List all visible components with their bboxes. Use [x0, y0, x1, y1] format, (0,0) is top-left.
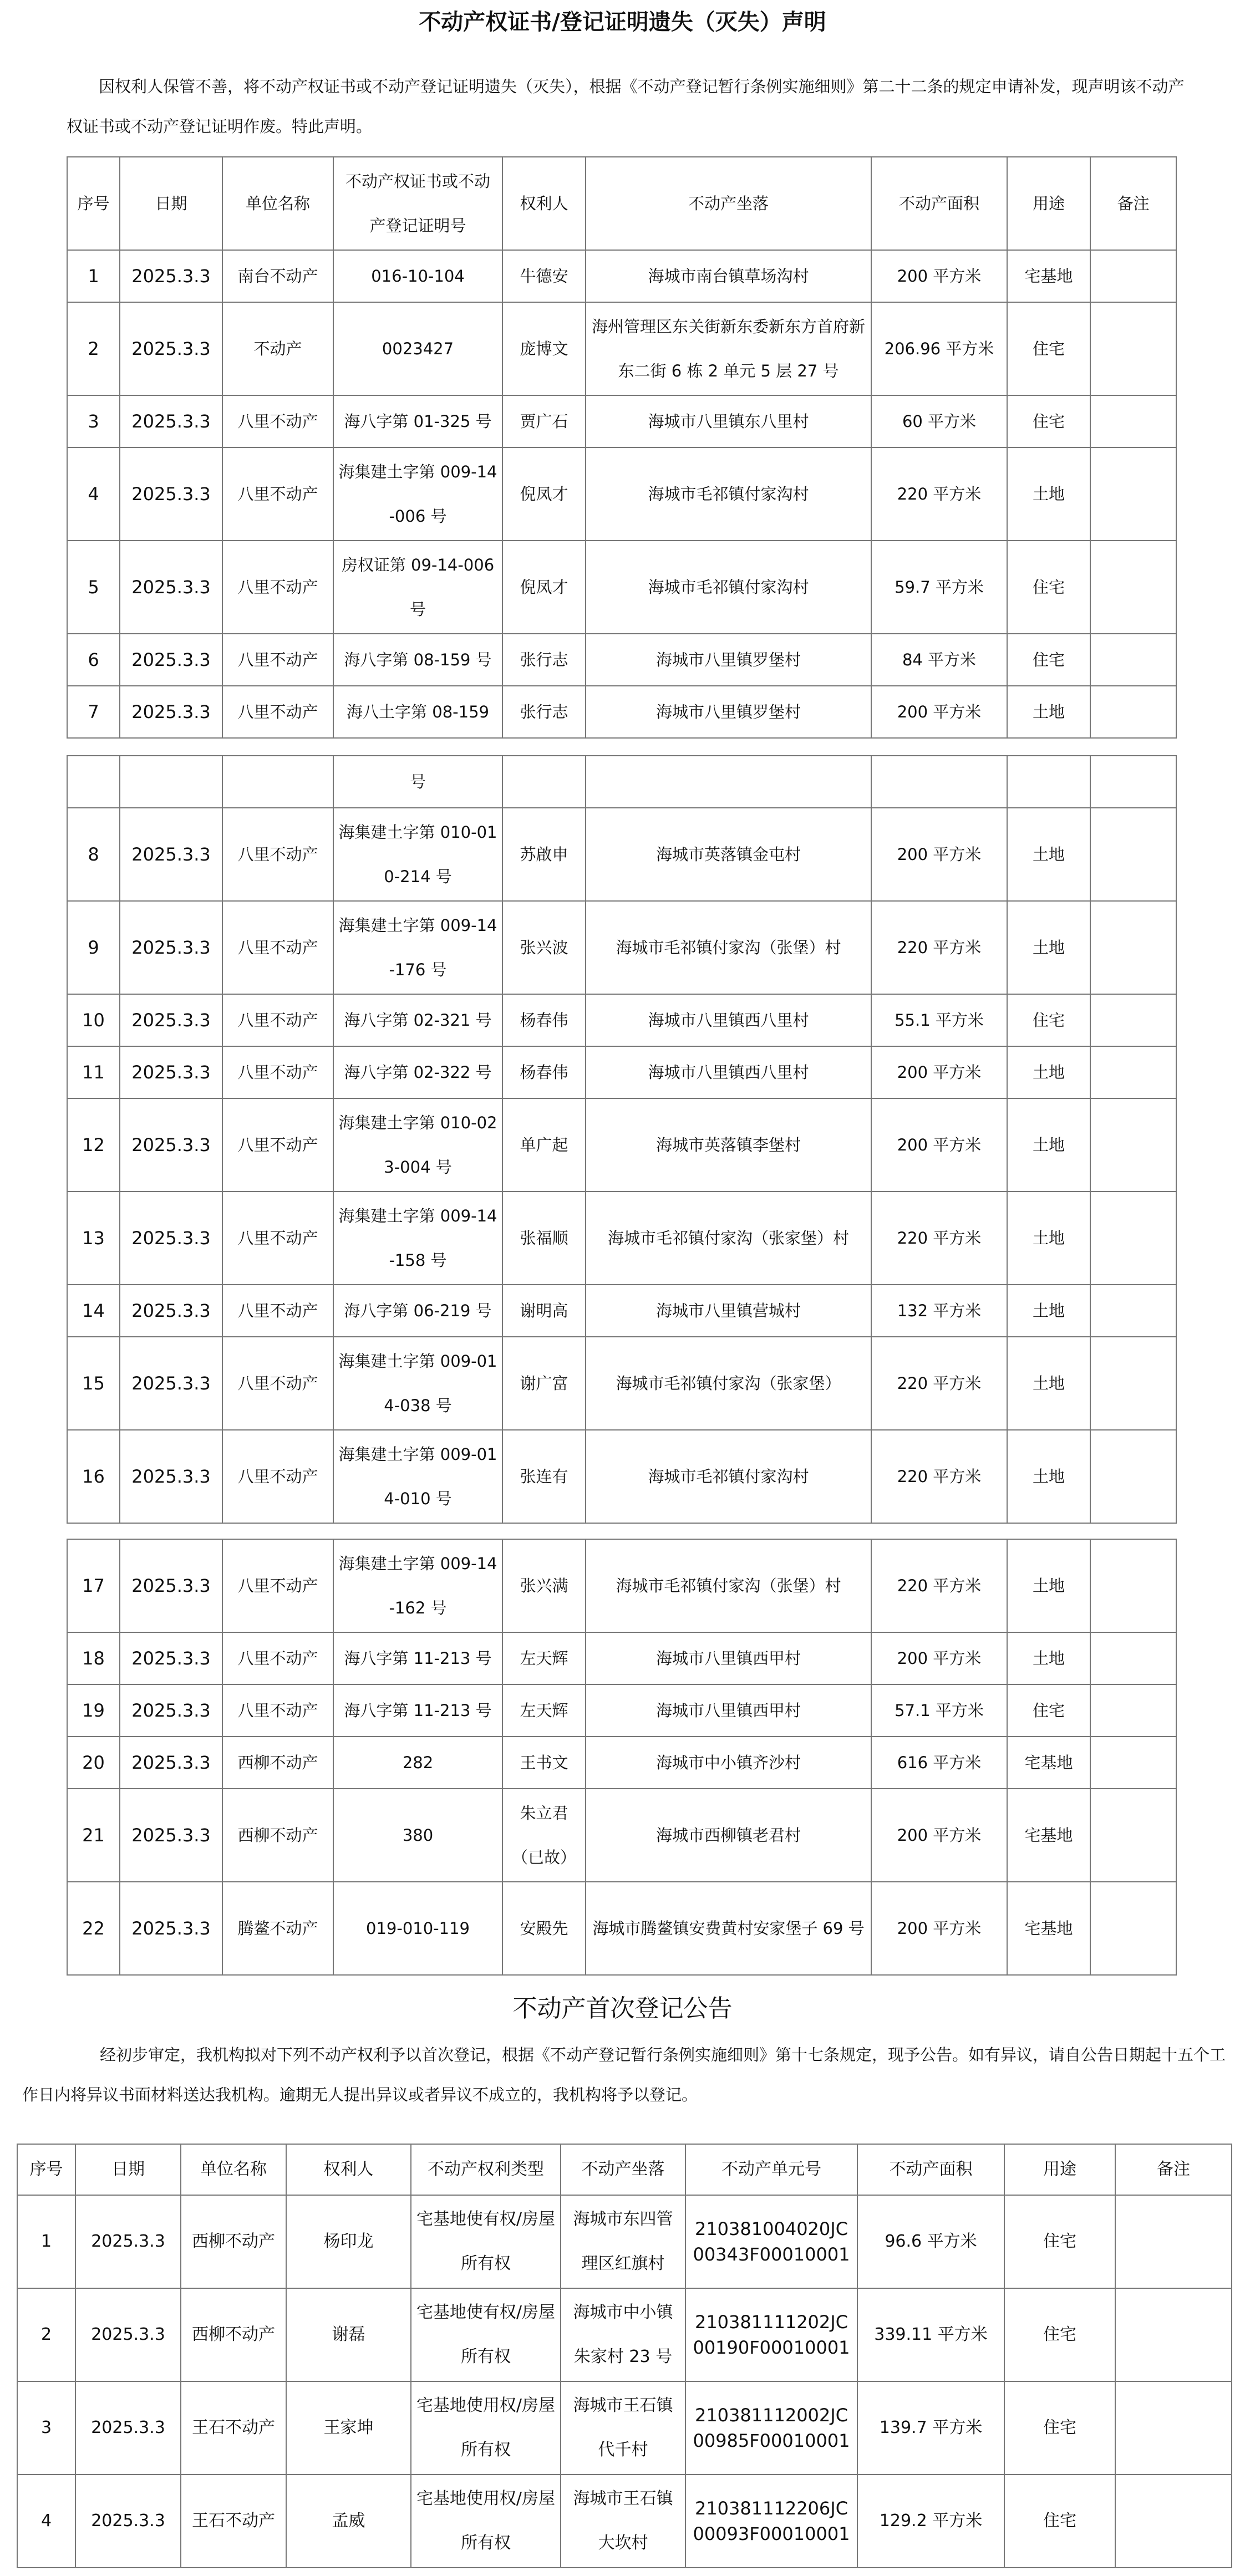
header-cell: 不动产权利类型	[411, 2144, 561, 2195]
table-cell: 杨春伟	[502, 1046, 586, 1098]
table-cell: 张行志	[502, 686, 586, 738]
table-cell: 张福顺	[502, 1192, 586, 1285]
table-cell: 海城市王石镇大坎村	[561, 2475, 685, 2568]
table-cell: 王石不动产	[181, 2381, 286, 2475]
table-cell	[1090, 1882, 1176, 1975]
table-cell: 土地	[1007, 1098, 1090, 1192]
continuation-cell: 号	[333, 756, 502, 808]
table-cell: 2025.3.3	[75, 2475, 181, 2568]
header-cell: 序号	[67, 157, 120, 250]
table-cell: 200 平方米	[871, 1098, 1007, 1192]
table-cell: 2025.3.3	[120, 686, 222, 738]
table-cell: 张连有	[502, 1430, 586, 1523]
table-cell: 土地	[1007, 686, 1090, 738]
table-cell: 西柳不动产	[222, 1789, 333, 1882]
table-cell: 八里不动产	[222, 1684, 333, 1737]
table-cell: 海城市英落镇李堡村	[586, 1098, 871, 1192]
first-registration-intro: 经初步审定，我机构拟对下列不动产权利予以首次登记，根据《不动产登记暂行条例实施细则》第十七条规定，现予公告。如有异议，请自公告日期起十五个工作日内将异议书面材料送达我机构。逾期无人提出异议或者异议不成立的，我机构将予以登记。	[22, 2045, 1226, 2104]
table-cell: 左天辉	[502, 1632, 586, 1684]
table-cell: 王书文	[502, 1737, 586, 1789]
table-row	[67, 1046, 1176, 1098]
table-cell: 57.1 平方米	[871, 1684, 1007, 1737]
table-cell: 220 平方米	[871, 901, 1007, 994]
table-cell: 206.96 平方米	[871, 302, 1007, 395]
table-cell: 海城市八里镇营城村	[586, 1285, 871, 1337]
table-cell: 谢磊	[286, 2288, 411, 2381]
table-cell: 八里不动产	[222, 686, 333, 738]
table-row	[67, 1684, 1176, 1737]
table-header-row	[67, 157, 1176, 250]
table-cell: 9	[67, 901, 120, 994]
t1-body	[67, 250, 1176, 738]
table-cell: 3	[67, 395, 120, 447]
table-cell: 孟威	[286, 2475, 411, 2568]
table-cell: 张行志	[502, 634, 586, 686]
table-cell: 海城市毛祁镇付家沟（张家堡）	[586, 1337, 871, 1430]
table-cell: 土地	[1007, 1632, 1090, 1684]
table-cell: 2025.3.3	[120, 808, 222, 901]
table-cell: 杨春伟	[502, 994, 586, 1046]
header-cell: 用途	[1004, 2144, 1115, 2195]
table-row	[67, 395, 1176, 447]
table-cell: 16	[67, 1430, 120, 1523]
table-cell	[1090, 1789, 1176, 1882]
table-cell	[1090, 1684, 1176, 1737]
table-cell: 2025.3.3	[120, 395, 222, 447]
table-cell: 腾鳌不动产	[222, 1882, 333, 1975]
table-cell: 西柳不动产	[181, 2195, 286, 2288]
table-cell: 土地	[1007, 1285, 1090, 1337]
table-cell: 59.7 平方米	[871, 541, 1007, 634]
table-cell: 张兴波	[502, 901, 586, 994]
table-cell: 016-10-104	[333, 250, 502, 302]
table-row	[67, 808, 1176, 901]
table-cell: 张兴满	[502, 1539, 586, 1632]
table-cell: 282	[333, 1737, 502, 1789]
table-cell: 海城市八里镇罗堡村	[586, 686, 871, 738]
lost-notice-intro: 因权利人保管不善，将不动产权证书或不动产登记证明遗失（灭失），根据《不动产登记暂行条例实施细则》第二十二条的规定申请补发，现声明该不动产权证书或不动产登记证明作废。特此声明。	[67, 77, 1185, 136]
table-cell: 200 平方米	[871, 686, 1007, 738]
table-cell: 2025.3.3	[120, 1539, 222, 1632]
table-cell: 616 平方米	[871, 1737, 1007, 1789]
table-cell: 海集建土字第 010-010-214 号	[333, 808, 502, 901]
table-cell: 住宅	[1004, 2381, 1115, 2475]
table-cell: 海城市八里镇西甲村	[586, 1632, 871, 1684]
header-cell: 备注	[1115, 2144, 1232, 2195]
table-cell: 60 平方米	[871, 395, 1007, 447]
table-cell: 倪凤才	[502, 541, 586, 634]
table-cell	[1090, 634, 1176, 686]
table-cell: 海城市西柳镇老君村	[586, 1789, 871, 1882]
t2-body	[67, 808, 1176, 1523]
table-row	[67, 994, 1176, 1046]
lost-notice-table-1	[67, 156, 1177, 739]
table-cell: 220 平方米	[871, 1192, 1007, 1285]
t4-body	[17, 2195, 1232, 2568]
table-row	[67, 1789, 1176, 1882]
table-cell	[1115, 2288, 1232, 2381]
table-row	[67, 1192, 1176, 1285]
table-cell: 住宅	[1007, 541, 1090, 634]
table-cell: 2025.3.3	[120, 634, 222, 686]
table-cell: 2025.3.3	[120, 1632, 222, 1684]
table-row	[67, 1285, 1176, 1337]
table-cell: 22	[67, 1882, 120, 1975]
table-cell: 海城市东四管理区红旗村	[561, 2195, 685, 2288]
table-cell: 住宅	[1007, 302, 1090, 395]
table-cell: 王石不动产	[181, 2475, 286, 2568]
table-header-row	[17, 2144, 1232, 2195]
table-cell: 住宅	[1004, 2195, 1115, 2288]
header-cell: 序号	[17, 2144, 75, 2195]
table-cell: 住宅	[1007, 395, 1090, 447]
table-cell: 苏啟申	[502, 808, 586, 901]
table-cell: 住宅	[1004, 2475, 1115, 2568]
table-cell: 住宅	[1007, 634, 1090, 686]
table-cell: 八里不动产	[222, 1632, 333, 1684]
table-cell: 3	[17, 2381, 75, 2475]
table-cell: 8	[67, 808, 120, 901]
table-cell: 八里不动产	[222, 1539, 333, 1632]
table-cell: 八里不动产	[222, 541, 333, 634]
table-cell	[1090, 1737, 1176, 1789]
header-cell: 不动产面积	[857, 2144, 1004, 2195]
table-cell: 海城市八里镇东八里村	[586, 395, 871, 447]
table-cell: 宅基地使有权/房屋所有权	[411, 2288, 561, 2381]
table-cell: 132 平方米	[871, 1285, 1007, 1337]
table-cell: 海城市八里镇西八里村	[586, 1046, 871, 1098]
table-cell: 宅基地	[1007, 1882, 1090, 1975]
table-cell: 海州管理区东关街新东委新东方首府新东二街 6 栋 2 单元 5 层 27 号	[586, 302, 871, 395]
table-cell: 土地	[1007, 1337, 1090, 1430]
table-row	[67, 901, 1176, 994]
table-cell	[1090, 1285, 1176, 1337]
header-cell: 不动产单元号	[685, 2144, 857, 2195]
table-cell: 200 平方米	[871, 1632, 1007, 1684]
table-cell: 200 平方米	[871, 1046, 1007, 1098]
table-cell: 海八字第 08-159 号	[333, 634, 502, 686]
table-cell: 13	[67, 1192, 120, 1285]
table-cell: 左天辉	[502, 1684, 586, 1737]
table-cell: 1	[17, 2195, 75, 2288]
table-cell: 海城市毛祁镇付家沟（张家堡）村	[586, 1192, 871, 1285]
table-cell: 宅基地使用权/房屋所有权	[411, 2475, 561, 2568]
table-cell: 八里不动产	[222, 808, 333, 901]
table-cell: 杨印龙	[286, 2195, 411, 2288]
table-cell: 海城市毛祁镇付家沟村	[586, 447, 871, 541]
continuation-row	[67, 756, 1176, 808]
table-cell: 55.1 平方米	[871, 994, 1007, 1046]
table-cell: 2025.3.3	[120, 1192, 222, 1285]
table-cell: 2025.3.3	[120, 1337, 222, 1430]
table-cell: 4	[67, 447, 120, 541]
header-cell: 日期	[75, 2144, 181, 2195]
table-cell	[1090, 1539, 1176, 1632]
table-cell: 129.2 平方米	[857, 2475, 1004, 2568]
table-cell: 海城市毛祁镇付家沟（张堡）村	[586, 1539, 871, 1632]
table-cell: 海集建土字第 009-14-006 号	[333, 447, 502, 541]
header-cell: 用途	[1007, 157, 1090, 250]
table-cell: 八里不动产	[222, 447, 333, 541]
table-cell: 土地	[1007, 1046, 1090, 1098]
table-cell: 海八字第 02-322 号	[333, 1046, 502, 1098]
table-row	[67, 302, 1176, 395]
table-cell: 王家坤	[286, 2381, 411, 2475]
table-cell	[1090, 447, 1176, 541]
table-cell: 2025.3.3	[120, 1789, 222, 1882]
table-cell: 海城市中小镇朱家村 23 号	[561, 2288, 685, 2381]
table-cell	[1090, 541, 1176, 634]
table-cell: 八里不动产	[222, 1192, 333, 1285]
table-cell: 2025.3.3	[120, 1098, 222, 1192]
table-cell	[1115, 2475, 1232, 2568]
table-cell: 12	[67, 1098, 120, 1192]
table-cell: 20	[67, 1737, 120, 1789]
table-row	[67, 1882, 1176, 1975]
table-row	[17, 2475, 1232, 2568]
lost-notice-table-3	[67, 1539, 1177, 1976]
table-cell	[1090, 1430, 1176, 1523]
table-cell: 海城市王石镇代千村	[561, 2381, 685, 2475]
table-cell: 海城市南台镇草场沟村	[586, 250, 871, 302]
header-cell: 备注	[1090, 157, 1176, 250]
table-cell: 八里不动产	[222, 901, 333, 994]
table-cell	[1090, 250, 1176, 302]
table-cell: 380	[333, 1789, 502, 1882]
table-cell: 庞博文	[502, 302, 586, 395]
table-cell: 2025.3.3	[120, 1882, 222, 1975]
header-cell: 不动产坐落	[561, 2144, 685, 2195]
table-cell: 八里不动产	[222, 1430, 333, 1523]
table-cell	[1115, 2195, 1232, 2288]
table-cell: 海城市毛祁镇付家沟村	[586, 541, 871, 634]
table-cell: 八里不动产	[222, 1337, 333, 1430]
table-cell: 210381111202JC00190F00010001	[685, 2288, 857, 2381]
table-cell: 19	[67, 1684, 120, 1737]
t3-body	[67, 1539, 1176, 1975]
table-cell: 海城市中小镇齐沙村	[586, 1737, 871, 1789]
table-cell: 220 平方米	[871, 447, 1007, 541]
table-row	[67, 1098, 1176, 1192]
table-cell: 八里不动产	[222, 634, 333, 686]
table-cell: 220 平方米	[871, 1337, 1007, 1430]
table-cell	[1090, 1046, 1176, 1098]
table-cell: 11	[67, 1046, 120, 1098]
table-cell: 南台不动产	[222, 250, 333, 302]
table-cell: 海城市英落镇金屯村	[586, 808, 871, 901]
table-cell: 5	[67, 541, 120, 634]
table-cell: 2025.3.3	[120, 541, 222, 634]
table-cell: 2025.3.3	[120, 901, 222, 994]
table-cell: 84 平方米	[871, 634, 1007, 686]
table-cell: 17	[67, 1539, 120, 1632]
table-cell: 住宅	[1007, 1684, 1090, 1737]
table-cell: 海八字第 01-325 号	[333, 395, 502, 447]
table-cell: 西柳不动产	[181, 2288, 286, 2381]
table-cell	[1090, 1337, 1176, 1430]
table-row	[17, 2195, 1232, 2288]
table-cell: 海城市毛祁镇付家沟（张堡）村	[586, 901, 871, 994]
table-row	[17, 2288, 1232, 2381]
table-cell: 八里不动产	[222, 395, 333, 447]
header-cell: 权利人	[286, 2144, 411, 2195]
table-cell: 2025.3.3	[75, 2381, 181, 2475]
table-row	[67, 1430, 1176, 1523]
table-cell: 宅基地使有权/房屋所有权	[411, 2195, 561, 2288]
table-cell: 八里不动产	[222, 994, 333, 1046]
table-cell	[1090, 994, 1176, 1046]
table-cell: 谢明高	[502, 1285, 586, 1337]
table-cell: 海集建土字第 009-14-162 号	[333, 1539, 502, 1632]
table-cell: 2025.3.3	[75, 2288, 181, 2381]
table-row	[67, 541, 1176, 634]
table-cell: 房权证第 09-14-006 号	[333, 541, 502, 634]
table-cell: 海八字第 11-213 号	[333, 1684, 502, 1737]
table-cell: 2025.3.3	[120, 1046, 222, 1098]
table-cell: 安殿先	[502, 1882, 586, 1975]
table-cell: 土地	[1007, 447, 1090, 541]
table-cell: 海城市八里镇罗堡村	[586, 634, 871, 686]
table-cell	[1090, 395, 1176, 447]
table-cell	[1090, 808, 1176, 901]
table-cell: 贾广石	[502, 395, 586, 447]
lost-notice-table-2	[67, 755, 1177, 1524]
table-cell	[1090, 901, 1176, 994]
table-cell: 14	[67, 1285, 120, 1337]
table-cell: 倪凤才	[502, 447, 586, 541]
table-cell: 210381112002JC00985F00010001	[685, 2381, 857, 2475]
table-cell: 96.6 平方米	[857, 2195, 1004, 2288]
table-cell: 7	[67, 686, 120, 738]
header-cell: 单位名称	[222, 157, 333, 250]
table-cell: 海城市八里镇西甲村	[586, 1684, 871, 1737]
table-cell: 八里不动产	[222, 1285, 333, 1337]
table-cell: 21	[67, 1789, 120, 1882]
table-cell: 宅基地	[1007, 250, 1090, 302]
table-cell: 不动产	[222, 302, 333, 395]
table-cell	[1090, 686, 1176, 738]
table-cell: 6	[67, 634, 120, 686]
header-cell: 不动产面积	[871, 157, 1007, 250]
table-row	[67, 1737, 1176, 1789]
table-cell: 2025.3.3	[120, 1430, 222, 1523]
table-cell: 1	[67, 250, 120, 302]
table-cell: 土地	[1007, 808, 1090, 901]
table-cell: 宅基地	[1007, 1789, 1090, 1882]
table-cell: 住宅	[1004, 2288, 1115, 2381]
table-cell	[1090, 1192, 1176, 1285]
table-cell: 宅基地	[1007, 1737, 1090, 1789]
table-row	[67, 634, 1176, 686]
table-cell: 西柳不动产	[222, 1737, 333, 1789]
table-cell: 土地	[1007, 1430, 1090, 1523]
table-cell: 2025.3.3	[120, 1737, 222, 1789]
table-row	[67, 686, 1176, 738]
table-cell: 210381004020JC00343F00010001	[685, 2195, 857, 2288]
table-cell: 220 平方米	[871, 1539, 1007, 1632]
table-cell: 海城市腾鳌镇安费黄村安家堡子 69 号	[586, 1882, 871, 1975]
first-registration-table	[17, 2144, 1232, 2568]
table-cell: 海集建土字第 009-14-158 号	[333, 1192, 502, 1285]
table-cell: 139.7 平方米	[857, 2381, 1004, 2475]
table-row	[67, 1337, 1176, 1430]
table-cell: 339.11 平方米	[857, 2288, 1004, 2381]
table-cell: 土地	[1007, 1539, 1090, 1632]
table-cell: 2	[17, 2288, 75, 2381]
table-cell: 海八土字第 08-159	[333, 686, 502, 738]
table-cell	[1115, 2381, 1232, 2475]
table-cell: 2025.3.3	[75, 2195, 181, 2288]
table-cell: 海八字第 11-213 号	[333, 1632, 502, 1684]
table-cell: 谢广富	[502, 1337, 586, 1430]
header-cell: 日期	[120, 157, 222, 250]
table-cell: 200 平方米	[871, 250, 1007, 302]
table-row	[67, 1539, 1176, 1632]
table-cell: 4	[17, 2475, 75, 2568]
table-cell: 海八字第 02-321 号	[333, 994, 502, 1046]
table-cell: 八里不动产	[222, 1098, 333, 1192]
table-cell: 2025.3.3	[120, 1285, 222, 1337]
table-cell: 200 平方米	[871, 1789, 1007, 1882]
table-cell: 200 平方米	[871, 1882, 1007, 1975]
table-cell: 2025.3.3	[120, 250, 222, 302]
table-cell: 18	[67, 1632, 120, 1684]
table-cell: 2025.3.3	[120, 447, 222, 541]
table-cell: 住宅	[1007, 994, 1090, 1046]
table-cell: 15	[67, 1337, 120, 1430]
table-cell: 2025.3.3	[120, 994, 222, 1046]
table-cell	[1090, 302, 1176, 395]
table-cell: 019-010-119	[333, 1882, 502, 1975]
table-cell: 2025.3.3	[120, 1684, 222, 1737]
table-row	[67, 1632, 1176, 1684]
table-cell: 0023427	[333, 302, 502, 395]
header-cell: 不动产坐落	[586, 157, 871, 250]
table-cell: 土地	[1007, 1192, 1090, 1285]
table-cell: 海集建土字第 009-014-010 号	[333, 1430, 502, 1523]
table-row	[17, 2381, 1232, 2475]
table-cell: 海集建土字第 009-14-176 号	[333, 901, 502, 994]
table-cell: 八里不动产	[222, 1046, 333, 1098]
table-cell: 海集建土字第 010-023-004 号	[333, 1098, 502, 1192]
table-cell: 220 平方米	[871, 1430, 1007, 1523]
table-cell: 10	[67, 994, 120, 1046]
table-cell: 朱立君（已故）	[502, 1789, 586, 1882]
table-cell: 牛德安	[502, 250, 586, 302]
table-cell: 海城市毛祁镇付家沟村	[586, 1430, 871, 1523]
header-cell: 权利人	[502, 157, 586, 250]
lost-notice-title: 不动产权证书/登记证明遗失（灭失）声明	[419, 9, 826, 35]
header-cell: 不动产权证书或不动产登记证明号	[333, 157, 502, 250]
table-cell: 海城市八里镇西八里村	[586, 994, 871, 1046]
table-cell	[1090, 1632, 1176, 1684]
table-row	[67, 250, 1176, 302]
table-row	[67, 447, 1176, 541]
table-cell: 海八字第 06-219 号	[333, 1285, 502, 1337]
first-registration-title: 不动产首次登记公告	[512, 1994, 733, 2023]
table-cell	[1090, 1098, 1176, 1192]
table-cell: 2	[67, 302, 120, 395]
table-cell: 2025.3.3	[120, 302, 222, 395]
table-cell: 宅基地使用权/房屋所有权	[411, 2381, 561, 2475]
table-cell: 土地	[1007, 901, 1090, 994]
header-cell: 单位名称	[181, 2144, 286, 2195]
table-cell: 单广起	[502, 1098, 586, 1192]
table-cell: 200 平方米	[871, 808, 1007, 901]
table-cell: 海集建土字第 009-014-038 号	[333, 1337, 502, 1430]
table-cell: 210381112206JC00093F00010001	[685, 2475, 857, 2568]
